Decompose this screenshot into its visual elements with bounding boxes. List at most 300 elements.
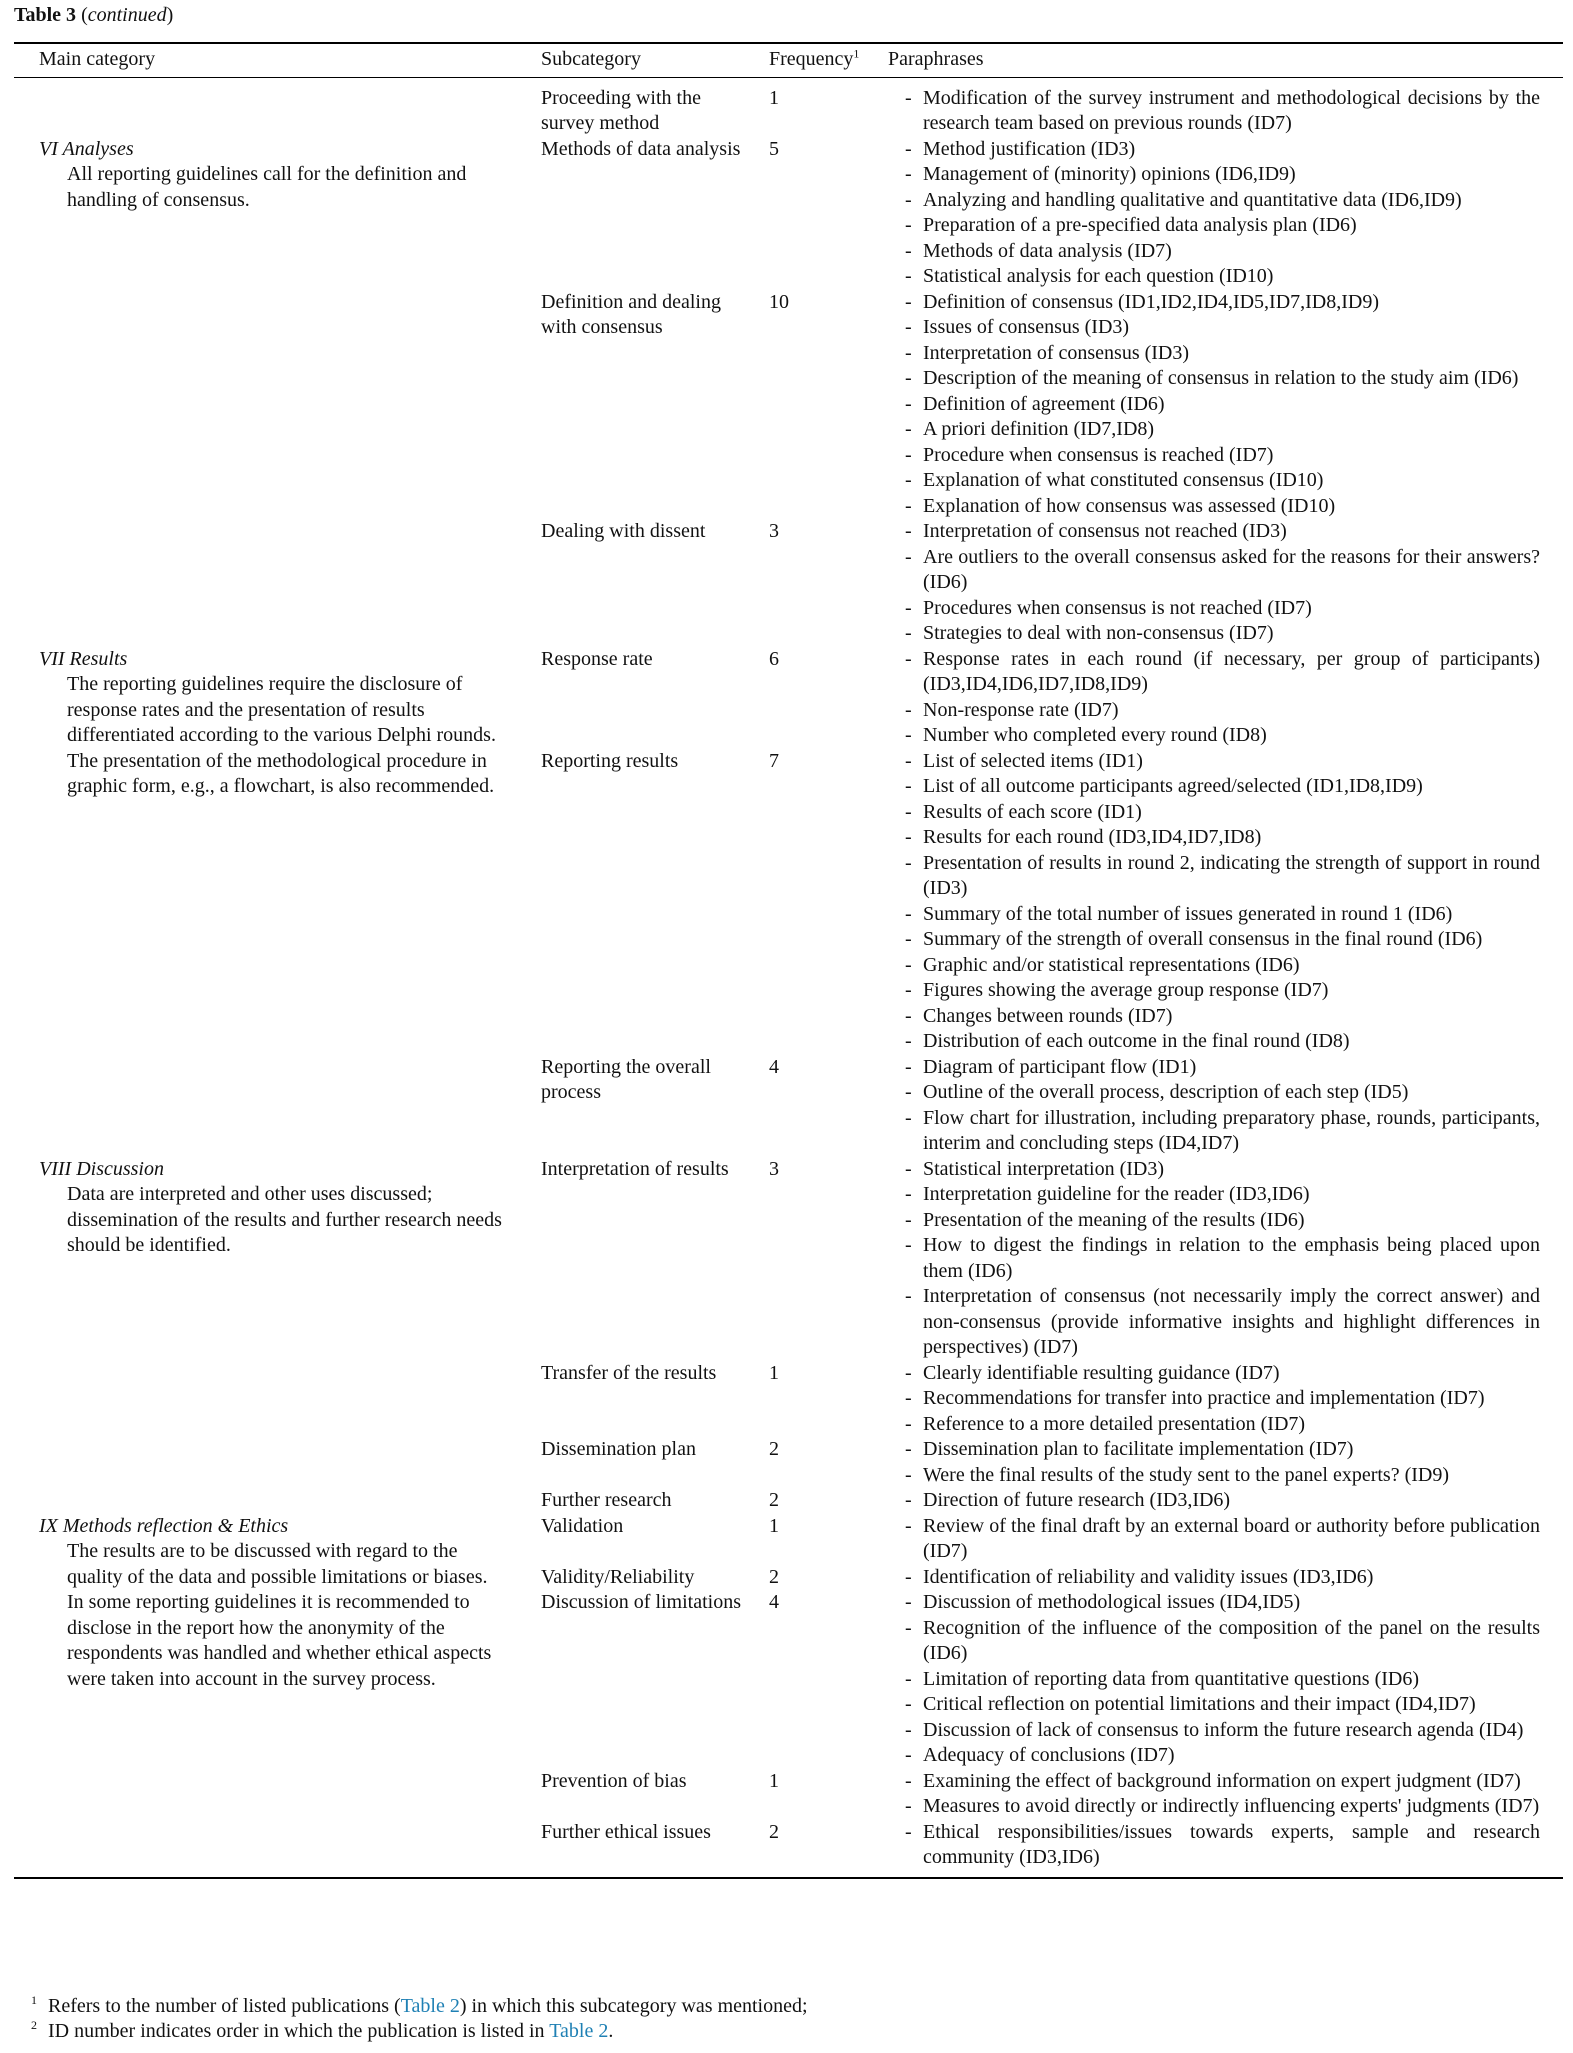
table-row bbox=[14, 1488, 1563, 1514]
paraphrase-text: Distribution of each outcome in the final round (ID8) bbox=[923, 1030, 1350, 1052]
dash-bullet-icon: - bbox=[905, 1744, 912, 1766]
main-category-name: IX Methods reflection & Ethics bbox=[39, 1514, 289, 1537]
paraphrase-item bbox=[905, 392, 1540, 418]
paraphrase-text: Explanation of what constituted consensus (ID10) bbox=[923, 469, 1324, 491]
dash-bullet-icon: - bbox=[905, 392, 912, 415]
paraphrase-text: Summary of the total number of issues generated in round 1 (ID6) bbox=[923, 902, 1453, 925]
paraphrase-text: Interpretation of consensus not reached (ID3) bbox=[923, 520, 1287, 542]
header-frequency-label: Frequency bbox=[769, 48, 854, 70]
paraphrase-item bbox=[905, 1488, 1540, 1514]
paraphrase-item bbox=[905, 1157, 1540, 1183]
paraphrase-text: Statistical interpretation (ID3) bbox=[923, 1157, 1165, 1180]
dash-bullet-icon: - bbox=[905, 1208, 912, 1231]
paraphrase-list bbox=[888, 137, 1540, 290]
table-caption: Table 3 (continued) bbox=[14, 4, 174, 26]
paraphrases-cell bbox=[888, 519, 1563, 647]
paraphrases-cell bbox=[888, 77, 1563, 137]
subcategory-cell bbox=[541, 1565, 769, 1591]
dash-bullet-icon: - bbox=[905, 1157, 912, 1180]
paraphrase-text: Recommendations for transfer into practice and implementation (ID7) bbox=[923, 1387, 1485, 1409]
table-label: Table 3 bbox=[14, 4, 77, 26]
table-row bbox=[14, 1157, 1563, 1361]
subcategory: Interpretation of results bbox=[541, 1157, 729, 1180]
dash-bullet-icon: - bbox=[905, 1081, 912, 1103]
paraphrases-cell bbox=[888, 1590, 1563, 1769]
paraphrase-text: A priori definition (ID7,ID8) bbox=[923, 418, 1155, 440]
footnote-2 bbox=[31, 2018, 614, 2044]
paraphrase-text: Changes between rounds (ID7) bbox=[923, 1004, 1173, 1027]
paraphrase-text: Results of each score (ID1) bbox=[923, 800, 1142, 823]
dash-bullet-icon: - bbox=[905, 1718, 912, 1741]
subcategory-cell bbox=[541, 749, 769, 1055]
dash-bullet-icon: - bbox=[905, 1591, 912, 1613]
dash-bullet-icon: - bbox=[905, 1616, 912, 1639]
dash-bullet-icon: - bbox=[905, 1030, 912, 1052]
frequency: 4 bbox=[769, 1055, 779, 1078]
paraphrase-list bbox=[888, 519, 1540, 647]
dash-bullet-icon: - bbox=[905, 1463, 912, 1486]
paraphrase-text: How to digest the findings in relation to the emphasis being placed upon them (ID6) bbox=[923, 1234, 1540, 1282]
paraphrase-item bbox=[905, 137, 1540, 163]
frequency: 1 bbox=[769, 1361, 779, 1384]
subcategory-cell bbox=[541, 1820, 769, 1878]
paraphrase-text: Interpretation of consensus (ID3) bbox=[923, 341, 1190, 364]
dash-bullet-icon: - bbox=[905, 443, 912, 466]
paraphrase-item bbox=[905, 1820, 1540, 1871]
paraphrase-item bbox=[905, 749, 1540, 775]
subcategory-cell bbox=[541, 1437, 769, 1488]
footnote-marker: 1 bbox=[31, 1993, 37, 2007]
paraphrase-item bbox=[905, 953, 1540, 979]
subcategory-cell bbox=[541, 290, 769, 520]
paraphrase-list bbox=[888, 749, 1540, 1055]
paraphrase-item bbox=[905, 774, 1540, 800]
paraphrase-item bbox=[905, 188, 1540, 214]
main-category-description: Data are interpreted and other uses discussed; dissemination of the results and further research needs should be identified. bbox=[67, 1183, 502, 1256]
footnote-text: ID number indicates order in which the publication is listed in bbox=[48, 2020, 550, 2042]
paraphrase-text: Issues of consensus (ID3) bbox=[923, 316, 1130, 338]
paraphrase-text: Figures showing the average group response (ID7) bbox=[923, 979, 1329, 1001]
main-category bbox=[39, 1157, 509, 1259]
paraphrase-text: Limitation of reporting data from quantitative questions (ID6) bbox=[923, 1667, 1419, 1690]
paraphrase-item bbox=[905, 443, 1540, 469]
paraphrase-item bbox=[905, 341, 1540, 367]
paraphrase-item bbox=[905, 494, 1540, 520]
dash-bullet-icon: - bbox=[905, 163, 912, 185]
header-subcategory: Subcategory bbox=[541, 43, 769, 77]
paraphrase-text: Preparation of a pre-specified data analysis plan (ID6) bbox=[923, 214, 1357, 236]
paraphrase-item bbox=[905, 723, 1540, 749]
dash-bullet-icon: - bbox=[905, 1004, 912, 1027]
paraphrase-text: Analyzing and handling qualitative and quantitative data (ID6,ID9) bbox=[923, 188, 1462, 211]
main-category-name: VI Analyses bbox=[39, 137, 134, 160]
paraphrase-text: Outline of the overall process, description of each step (ID5) bbox=[923, 1081, 1409, 1103]
paraphrase-text: List of selected items (ID1) bbox=[923, 749, 1143, 772]
dash-bullet-icon: - bbox=[905, 1820, 912, 1843]
paraphrase-text: Reference to a more detailed presentation (ID7) bbox=[923, 1412, 1306, 1435]
subcategory: Proceeding with the survey method bbox=[541, 86, 701, 134]
paraphrase-list bbox=[888, 1488, 1540, 1514]
table-row bbox=[14, 647, 1563, 749]
paraphrase-item bbox=[905, 366, 1540, 392]
paraphrase-text: Results for each round (ID3,ID4,ID7,ID8) bbox=[923, 826, 1262, 848]
paraphrase-text: Discussion of lack of consensus to inform the future research agenda (ID4) bbox=[923, 1718, 1524, 1741]
frequency: 2 bbox=[769, 1489, 779, 1511]
dash-bullet-icon: - bbox=[905, 851, 912, 874]
main-category-cell bbox=[14, 1157, 541, 1361]
dash-bullet-icon: - bbox=[905, 596, 912, 619]
frequency: 1 bbox=[769, 1514, 779, 1537]
dash-bullet-icon: - bbox=[905, 341, 912, 364]
header-main-category: Main category bbox=[14, 43, 541, 77]
paraphrase-item bbox=[905, 86, 1540, 137]
paraphrase-list bbox=[888, 290, 1540, 520]
paraphrase-list bbox=[888, 1361, 1540, 1438]
subcategory-cell bbox=[541, 1055, 769, 1157]
paraphrase-item bbox=[905, 1565, 1540, 1591]
paraphrase-text: Adequacy of conclusions (ID7) bbox=[923, 1744, 1175, 1766]
subcategory: Reporting results bbox=[541, 749, 679, 772]
dash-bullet-icon: - bbox=[905, 1565, 912, 1588]
frequency: 5 bbox=[769, 137, 779, 160]
paraphrase-item bbox=[905, 1284, 1540, 1361]
paraphrase-item bbox=[905, 1437, 1540, 1463]
main-category-cell bbox=[14, 77, 541, 137]
paraphrase-item bbox=[905, 1412, 1540, 1438]
paraphrase-item bbox=[905, 1029, 1540, 1055]
paraphrase-text: Direction of future research (ID3,ID6) bbox=[923, 1489, 1231, 1511]
paraphrases-cell bbox=[888, 1820, 1563, 1878]
frequency: 3 bbox=[769, 1157, 779, 1180]
dash-bullet-icon: - bbox=[905, 1769, 912, 1792]
table-2-link[interactable]: Table 2 bbox=[400, 1995, 460, 2017]
dash-bullet-icon: - bbox=[905, 622, 912, 644]
subcategory: Definition and dealing with consensus bbox=[541, 290, 721, 338]
paraphrase-item bbox=[905, 1743, 1540, 1769]
table-row bbox=[14, 1820, 1563, 1878]
table-continued-label: continued bbox=[87, 4, 167, 26]
dash-bullet-icon: - bbox=[905, 775, 912, 797]
main-category-cell bbox=[14, 519, 541, 647]
paraphrase-item bbox=[905, 1692, 1540, 1718]
footnote-1 bbox=[31, 1993, 808, 2019]
frequency: 10 bbox=[769, 290, 789, 313]
dash-bullet-icon: - bbox=[905, 520, 912, 542]
subcategory: Validity/Reliability bbox=[541, 1565, 695, 1588]
paraphrase-text: Explanation of how consensus was assessed (ID10) bbox=[923, 494, 1336, 517]
paraphrase-item bbox=[905, 825, 1540, 851]
footnote-text: ) in which this subcategory was mentioned; bbox=[459, 1995, 808, 2017]
subcategory: Dissemination plan bbox=[541, 1438, 696, 1460]
frequency: 3 bbox=[769, 520, 779, 542]
table-row bbox=[14, 1055, 1563, 1157]
dash-bullet-icon: - bbox=[905, 1183, 912, 1205]
dash-bullet-icon: - bbox=[905, 214, 912, 236]
paraphrase-text: Statistical analysis for each question (ID10) bbox=[923, 265, 1274, 287]
paraphrase-item bbox=[905, 1233, 1540, 1284]
main-category-cell bbox=[14, 1514, 541, 1690]
subcategory-cell bbox=[541, 1514, 769, 1565]
table-row bbox=[14, 1514, 1563, 1565]
paraphrase-item bbox=[905, 1616, 1540, 1667]
dash-bullet-icon: - bbox=[905, 1106, 912, 1129]
paraphrase-item bbox=[905, 1769, 1540, 1795]
dash-bullet-icon: - bbox=[905, 826, 912, 848]
main-category-cell bbox=[14, 1361, 541, 1438]
table-row bbox=[14, 1769, 1563, 1820]
dash-bullet-icon: - bbox=[905, 902, 912, 925]
subcategory-cell bbox=[541, 77, 769, 137]
frequency: 1 bbox=[769, 1769, 779, 1792]
dash-bullet-icon: - bbox=[905, 86, 912, 109]
subcategory-cell bbox=[541, 1157, 769, 1361]
dash-bullet-icon: - bbox=[905, 979, 912, 1001]
paraphrase-item bbox=[905, 1361, 1540, 1387]
main-category-name: VIII Discussion bbox=[39, 1157, 164, 1180]
paraphrase-list bbox=[888, 1055, 1540, 1157]
header-row bbox=[14, 43, 1563, 77]
paraphrase-text: Non-response rate (ID7) bbox=[923, 698, 1119, 721]
paraphrase-item bbox=[905, 927, 1540, 953]
paraphrase-item bbox=[905, 1106, 1540, 1157]
paraphrase-item bbox=[905, 1055, 1540, 1081]
table-row bbox=[14, 1437, 1563, 1488]
main-category-description: All reporting guidelines call for the definition and handling of consensus. bbox=[67, 163, 467, 211]
paraphrase-text: Identification of reliability and validity issues (ID3,ID6) bbox=[923, 1565, 1374, 1588]
dash-bullet-icon: - bbox=[905, 1667, 912, 1690]
paraphrase-text: Clearly identifiable resulting guidance (ID7) bbox=[923, 1361, 1280, 1384]
paraphrase-text: Definition of agreement (ID6) bbox=[923, 392, 1165, 415]
paraphrase-text: Definition of consensus (ID1,ID2,ID4,ID5,ID7,ID8,ID9) bbox=[923, 290, 1380, 313]
paraphrase-text: Were the final results of the study sent to the panel experts? (ID9) bbox=[923, 1463, 1449, 1486]
paraphrase-text: Measures to avoid directly or indirectly influencing experts' judgments (ID7) bbox=[923, 1795, 1540, 1817]
dash-bullet-icon: - bbox=[905, 800, 912, 823]
main-category-cell bbox=[14, 1565, 541, 1591]
dash-bullet-icon: - bbox=[905, 137, 912, 160]
paraphrases-cell bbox=[888, 647, 1563, 749]
paraphrase-item bbox=[905, 1463, 1540, 1489]
dash-bullet-icon: - bbox=[905, 647, 912, 670]
dash-bullet-icon: - bbox=[905, 928, 912, 950]
paraphrase-item bbox=[905, 315, 1540, 341]
paraphrase-item bbox=[905, 1182, 1540, 1208]
table-row bbox=[14, 1565, 1563, 1591]
paraphrase-item bbox=[905, 851, 1540, 902]
table-row bbox=[14, 749, 1563, 1055]
paraphrase-text: Review of the final draft by an external board or authority before publication (ID7) bbox=[923, 1514, 1540, 1562]
paraphrase-text: Flow chart for illustration, including preparatory phase, rounds, participants, interim and concluding steps (ID4,ID7) bbox=[923, 1106, 1540, 1154]
table-row bbox=[14, 290, 1563, 520]
frequency: 2 bbox=[769, 1438, 779, 1460]
table-body bbox=[14, 77, 1563, 1878]
main-category-cell bbox=[14, 1820, 541, 1878]
paraphrase-text: Presentation of the meaning of the results (ID6) bbox=[923, 1208, 1305, 1231]
paraphrase-list bbox=[888, 647, 1540, 749]
subcategory-cell bbox=[541, 1769, 769, 1820]
main-category-cell bbox=[14, 1488, 541, 1514]
paraphrase-item bbox=[905, 596, 1540, 622]
subcategory: Further ethical issues bbox=[541, 1820, 711, 1843]
subcategory: Transfer of the results bbox=[541, 1361, 717, 1384]
paraphrase-text: Discussion of methodological issues (ID4,ID5) bbox=[923, 1591, 1301, 1613]
subcategory-cell bbox=[541, 137, 769, 290]
paraphrase-text: Critical reflection on potential limitations and their impact (ID4,ID7) bbox=[923, 1693, 1476, 1715]
paraphrases-cell bbox=[888, 1769, 1563, 1820]
paraphrase-item bbox=[905, 1718, 1540, 1744]
dash-bullet-icon: - bbox=[905, 1693, 912, 1715]
dash-bullet-icon: - bbox=[905, 265, 912, 287]
paraphrase-item bbox=[905, 1386, 1540, 1412]
paraphrases-cell bbox=[888, 1157, 1563, 1361]
paraphrase-item bbox=[905, 1004, 1540, 1030]
subcategory: Reporting the overall process bbox=[541, 1055, 711, 1103]
paraphrase-text: Procedure when consensus is reached (ID7) bbox=[923, 443, 1274, 466]
paraphrase-item bbox=[905, 1590, 1540, 1616]
paraphrase-item bbox=[905, 978, 1540, 1004]
subcategory-cell bbox=[541, 647, 769, 749]
header-paraphrases: Paraphrases bbox=[888, 43, 1563, 77]
paraphrase-item bbox=[905, 1667, 1540, 1693]
paraphrase-item bbox=[905, 545, 1540, 596]
main-category-cell bbox=[14, 749, 541, 1055]
paraphrase-text: Response rates in each round (if necessary, per group of participants) (ID3,ID4,ID6,ID7,ID8,ID9) bbox=[923, 647, 1540, 695]
frequency: 7 bbox=[769, 749, 779, 772]
dash-bullet-icon: - bbox=[905, 1412, 912, 1435]
subcategory-cell bbox=[541, 519, 769, 647]
paraphrase-list bbox=[888, 1565, 1540, 1591]
frequency: 6 bbox=[769, 647, 779, 670]
paraphrase-item bbox=[905, 1208, 1540, 1234]
main-category-cell bbox=[14, 1055, 541, 1157]
dash-bullet-icon: - bbox=[905, 749, 912, 772]
main-category-cell bbox=[14, 1437, 541, 1488]
subcategory: Discussion of limitations bbox=[541, 1591, 741, 1613]
frequency: 4 bbox=[769, 1591, 779, 1613]
paraphrase-item bbox=[905, 162, 1540, 188]
subcategory: Further research bbox=[541, 1489, 672, 1511]
paraphrase-text: Graphic and/or statistical representations (ID6) bbox=[923, 953, 1300, 976]
table-row bbox=[14, 77, 1563, 137]
paraphrase-list bbox=[888, 1820, 1540, 1871]
paraphrase-text: Diagram of participant flow (ID1) bbox=[923, 1055, 1197, 1078]
paraphrase-item bbox=[905, 902, 1540, 928]
frequency: 2 bbox=[769, 1565, 779, 1588]
dash-bullet-icon: - bbox=[905, 494, 912, 517]
paraphrase-text: Interpretation guideline for the reader (ID3,ID6) bbox=[923, 1183, 1310, 1205]
dash-bullet-icon: - bbox=[905, 1438, 912, 1460]
paraphrase-item bbox=[905, 213, 1540, 239]
paraphrase-text: Procedures when consensus is not reached (ID7) bbox=[923, 596, 1312, 619]
main-category-cell bbox=[14, 1590, 541, 1769]
table-row bbox=[14, 519, 1563, 647]
paraphrase-item bbox=[905, 647, 1540, 698]
main-category-cell bbox=[14, 137, 541, 290]
paraphrase-list bbox=[888, 1437, 1540, 1488]
paraphrase-list bbox=[888, 86, 1540, 137]
paraphrase-text: Modification of the survey instrument and methodological decisions by the research team based on previous rounds (ID7) bbox=[923, 86, 1540, 134]
table-row bbox=[14, 1361, 1563, 1438]
table-row bbox=[14, 1590, 1563, 1769]
subcategory: Methods of data analysis bbox=[541, 137, 741, 160]
dash-bullet-icon: - bbox=[905, 239, 912, 262]
paraphrase-text: List of all outcome participants agreed/selected (ID1,ID8,ID9) bbox=[923, 775, 1423, 797]
paraphrase-text: Interpretation of consensus (not necessarily imply the correct answer) and non-consensus (provide informative insights and highlight differences in perspectives) (ID7) bbox=[923, 1285, 1540, 1358]
paraphrases-cell bbox=[888, 290, 1563, 520]
dash-bullet-icon: - bbox=[905, 290, 912, 313]
dash-bullet-icon: - bbox=[905, 1387, 912, 1409]
paraphrase-item bbox=[905, 290, 1540, 316]
frequency: 2 bbox=[769, 1820, 779, 1843]
main-category-description: The reporting guidelines require the disclosure of response rates and the presentation of results differentiated according to the various Delphi rounds. The presentation of the methodological procedure in graphic form, e.g., a flowchart, is also recommended. bbox=[67, 673, 496, 797]
main-category-cell bbox=[14, 290, 541, 520]
subcategory: Prevention of bias bbox=[541, 1769, 687, 1792]
main-category-description: The results are to be discussed with regard to the quality of the data and possible limitations or biases. In some reporting guidelines it is recommended to disclose in the report how the anonymity of the respondents was handled and whether ethical aspects were taken into account in the survey process. bbox=[67, 1540, 492, 1690]
dash-bullet-icon: - bbox=[905, 469, 912, 491]
paraphrase-item bbox=[905, 1080, 1540, 1106]
paraphrase-text: Number who completed every round (ID8) bbox=[923, 724, 1267, 746]
table-3 bbox=[14, 42, 1563, 1879]
paraphrase-list bbox=[888, 1769, 1540, 1820]
paraphrases-cell bbox=[888, 749, 1563, 1055]
dash-bullet-icon: - bbox=[905, 188, 912, 211]
paraphrase-item bbox=[905, 1514, 1540, 1565]
paraphrases-cell bbox=[888, 137, 1563, 290]
paraphrase-item bbox=[905, 239, 1540, 265]
paraphrase-text: Dissemination plan to facilitate implementation (ID7) bbox=[923, 1438, 1354, 1460]
main-category-cell bbox=[14, 1769, 541, 1820]
dash-bullet-icon: - bbox=[905, 953, 912, 976]
footnote-marker: 2 bbox=[31, 2018, 37, 2032]
main-category bbox=[39, 137, 509, 214]
dash-bullet-icon: - bbox=[905, 545, 912, 568]
dash-bullet-icon: - bbox=[905, 1795, 912, 1817]
paraphrases-cell bbox=[888, 1488, 1563, 1514]
dash-bullet-icon: - bbox=[905, 1361, 912, 1384]
paraphrase-text: Presentation of results in round 2, indicating the strength of support in round (ID3) bbox=[923, 851, 1540, 899]
paraphrases-cell bbox=[888, 1055, 1563, 1157]
paraphrase-text: Strategies to deal with non-consensus (ID7) bbox=[923, 622, 1274, 644]
paraphrase-text: Methods of data analysis (ID7) bbox=[923, 239, 1172, 262]
paraphrase-text: Method justification (ID3) bbox=[923, 137, 1136, 160]
table-2-link[interactable]: Table 2 bbox=[549, 2020, 609, 2042]
paraphrase-text: Description of the meaning of consensus in relation to the study aim (ID6) bbox=[923, 367, 1519, 389]
dash-bullet-icon: - bbox=[905, 1055, 912, 1078]
footnote-ref: 1 bbox=[853, 46, 860, 61]
frequency: 1 bbox=[769, 86, 779, 109]
paraphrase-item bbox=[905, 417, 1540, 443]
paraphrase-item bbox=[905, 519, 1540, 545]
paraphrase-text: Recognition of the influence of the composition of the panel on the results (ID6) bbox=[923, 1616, 1540, 1664]
subcategory: Dealing with dissent bbox=[541, 520, 706, 542]
dash-bullet-icon: - bbox=[905, 418, 912, 440]
subcategory: Response rate bbox=[541, 647, 653, 670]
dash-bullet-icon: - bbox=[905, 1514, 912, 1537]
paraphrase-text: Summary of the strength of overall consensus in the final round (ID6) bbox=[923, 928, 1483, 950]
paraphrase-list bbox=[888, 1514, 1540, 1565]
paraphrases-cell bbox=[888, 1514, 1563, 1565]
dash-bullet-icon: - bbox=[905, 1285, 912, 1307]
paraphrases-cell bbox=[888, 1361, 1563, 1438]
paraphrase-item bbox=[905, 1794, 1540, 1820]
paraphrase-text: Are outliers to the overall consensus asked for the reasons for their answers? (ID6) bbox=[923, 545, 1540, 593]
paraphrase-list bbox=[888, 1590, 1540, 1769]
header-frequency bbox=[769, 43, 888, 77]
main-category-cell bbox=[14, 647, 541, 797]
dash-bullet-icon: - bbox=[905, 1234, 912, 1256]
dash-bullet-icon: - bbox=[905, 1489, 912, 1511]
paraphrase-item bbox=[905, 264, 1540, 290]
dash-bullet-icon: - bbox=[905, 698, 912, 721]
